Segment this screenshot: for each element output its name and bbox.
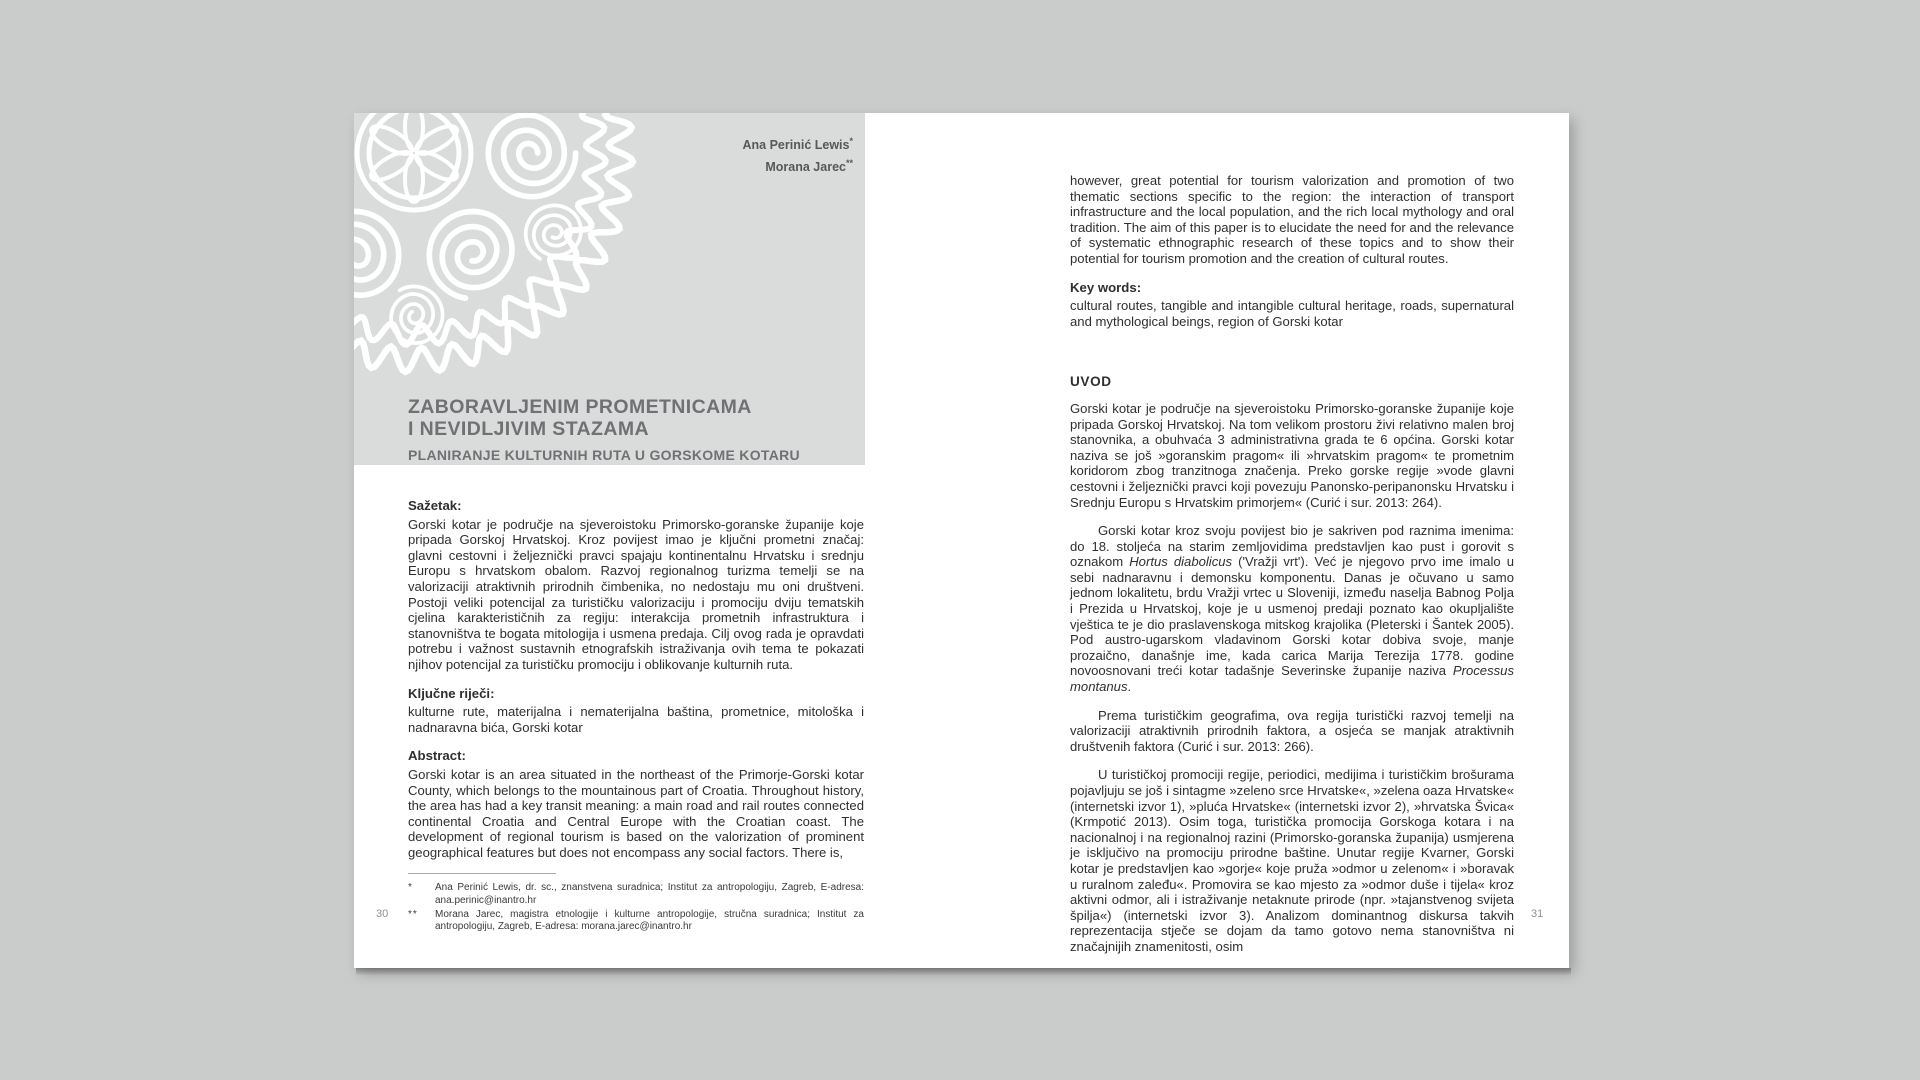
footnote-1-marker: * bbox=[408, 882, 413, 894]
article-title-line2: I NEVIDLJIVIM STAZAMA bbox=[408, 418, 649, 440]
uvod-paragraph-4: U turističkoj promociji regije, periodici, medijima i turističkim brošurama pojavljuju se još i sintagme »zeleno srce Hrvatske«, »zelena oaza Hrvatske« (internetski izvor 1), »pluća Hrvatske« (internetski izvor 2), »hrvatska Švica« (Krmpotić 2013). Osim toga, turistička promocija Gorskoga kotara i na nacionalnoj i na regionalnoj razini (Primorsko-goranska županija) usmjerena je isključivo na promociju prirodne baštine. Unutar regije Kvarner, Gorski kotar je predstavljen kao »gorje« koje pruža »odmor u zelenom« i »boravak u ruralnom zaleđu«. Promovira se kao mjesto za »odmor duše i tijela« kroz aktivni odmor, ali i istraživanje netaknute prirode (npr. »tajanstvenog svijeta špilja«) (internetski izvor 3). Analizom dominantnog diskursa takvih reprezentacija stječe se dojam da tamo gotovo nema stanovništva ni značajnijih znamenitosti, osim bbox=[1070, 767, 1514, 954]
uvod-paragraph-3: Prema turističkim geografima, ova regija turistički razvoj temelji na valorizaciji atraktivnih prirodnih faktora, a osjeća se manjak atraktivnih društvenih faktora (Curić i sur. 2013: 266). bbox=[1070, 707, 1514, 754]
footnote-divider bbox=[408, 873, 556, 874]
article-subtitle: PLANIRANJE KULTURNIH RUTA U GORSKOME KOTARU bbox=[408, 447, 800, 463]
uvod-section-heading: UVOD bbox=[1070, 374, 1112, 390]
footnote-2-marker: ** bbox=[408, 908, 418, 920]
kljucne-rijeci-heading: Ključne riječi: bbox=[408, 685, 495, 701]
footnote-1-text: Ana Perinić Lewis, dr. sc., znanstvena suradnica; Institut za antropologiju, Zagreb, E-adresa: ana.perinic@inantro.hr bbox=[435, 882, 864, 907]
kljucne-rijeci-paragraph: kulturne rute, materijalna i nematerijalna baština, prometnice, mitološka i nadnaravna bića, Gorski kotar bbox=[408, 704, 864, 735]
footnote-1 bbox=[408, 882, 864, 907]
page-right bbox=[961, 113, 1569, 968]
footnote-2-text: Morana Jarec, magistra etnologije i kulturne antropologije, stručna suradnica; Institut za antropologiju, Zagreb, E-adresa: morana.jarec@inantro.hr bbox=[435, 908, 864, 933]
ornament-header-box bbox=[354, 113, 865, 465]
sazetak-paragraph: Gorski kotar je područje na sjeveroistoku Primorsko-goranske županije koje pripada Gorskoj Hrvatskoj. Kroz povijest imao je ključni prometni značaj: glavni cestovni i željeznički pravci spajaju kontinentalnu Hrvatsku i srednju Europu s hrvatskom obalom. Razvoj regionalnog turizma temelji se na valorizaciji atraktivnih prirodnih čimbenika, no nedostaju mu oni društveni. Postoji veliki potencijal za turističku valorizaciju i promociju dviju tematskih cjelina karakterističnih za regiju: interakcija prometnih infrastruktura i stanovništva te bogata mitologija i usmena predaja. Cilj ovog rada je opravdati potrebu i važnost sustavnih etnografskih istraživanja ovih tema te pokazati njihov potencijal za turističku promociju i oblikovanje kulturnih ruta. bbox=[408, 516, 864, 672]
author-1 bbox=[743, 137, 854, 153]
page-left bbox=[354, 113, 961, 968]
footnote-area bbox=[408, 873, 864, 933]
author-2-name: Morana Jarec bbox=[765, 160, 846, 174]
author-1-footnote-marker: * bbox=[849, 135, 853, 146]
left-page-content bbox=[408, 498, 864, 935]
abstract-continuation-paragraph: however, great potential for tourism valorization and promotion of two thematic sections specific to the region: the interaction of transport infrastructure and the local population, and the rich local mythology and oral tradition. The aim of this paper is to elucidate the need for and the relevance of systematic ethnographic research of these topics and to show their potential for tourism promotion and the creation of cultural routes. bbox=[1070, 173, 1514, 266]
abstract-heading: Abstract: bbox=[408, 748, 466, 764]
author-block bbox=[743, 137, 854, 181]
uvod-paragraph-2: Gorski kotar kroz svoju povijest bio je sakriven pod raznima imenima: do 18. stoljeća na starim zemljovidima predstavljen kao pust i gorovit s oznakom Hortus diabolicus ('Vražji vrt'). Već je njegovo prvo ime imalo u sebi nadnaravnu i demonsku komponentu. Danas je očuvano u samo jednom lokalitetu, brdu Vražji vrtec u Sloveniji, između naselja Babnog Polja i Prezida u Hrvatskoj, koje je u usmenoj predaji poznato kao okupljalište vještica te je dio praslavenskoga mitskog krajolika (Pleterski i Šantek 2005). Pod austro-ugarskom vladavinom Gorski kotar dobiva svoje, manje prozaično, današnje ime, kada carica Marija Terezija 1778. godine novoosnovani treći kotar tadašnje Severinske županije naziva Processus montanus. bbox=[1070, 523, 1514, 695]
page-number-31: 31 bbox=[1531, 908, 1544, 920]
author-2-footnote-marker: ** bbox=[845, 157, 853, 168]
author-1-name: Ana Perinić Lewis bbox=[742, 138, 850, 152]
right-page-content bbox=[1070, 173, 1514, 968]
article-title-line1: ZABORAVLJENIM PROMETNICAMA bbox=[408, 396, 752, 418]
uvod-paragraph-1: Gorski kotar je područje na sjeveroistoku Primorsko-goranske županije koje pripada Gorskoj Hrvatskoj. Na tom velikom prostoru živi relativno malen broj stanovnika, a obuhvaća 3 administrativna grada te 6 općina. Gorski kotar naziva se još »goranskim pragom« ili »hrvatskim pragom« te prometnim koridorom zbog tranzitnoga značenja. Preko gorske regije »vode glavni cestovni i željeznički pravci koji povezuju Panonsko-peripanonsku Hrvatsku i Srednju Europu s Hrvatskim primorjem« (Curić i sur. 2013: 264). bbox=[1070, 400, 1514, 510]
sazetak-heading: Sažetak: bbox=[408, 498, 462, 513]
article-title-block bbox=[408, 396, 800, 463]
footnote-2 bbox=[408, 909, 864, 934]
key-words-heading: Key words: bbox=[1070, 279, 1142, 295]
key-words-paragraph: cultural routes, tangible and intangible cultural heritage, roads, supernatural and mythological beings, region of Gorski kotar bbox=[1070, 298, 1514, 329]
author-2 bbox=[743, 159, 854, 175]
journal-spread bbox=[354, 113, 1569, 968]
page-number-30: 30 bbox=[376, 908, 389, 920]
abstract-paragraph: Gorski kotar is an area situated in the northeast of the Primorje-Gorski kotar County, which belongs to the mountainous part of Croatia. Throughout history, the area has had a key transit meaning: a main road and rail routes connected continental Croatia and Central Europe with the Croatian coast. The development of regional tourism is based on the valorization of prominent geographical features but does not encompass any social factors. There is, bbox=[408, 766, 864, 860]
